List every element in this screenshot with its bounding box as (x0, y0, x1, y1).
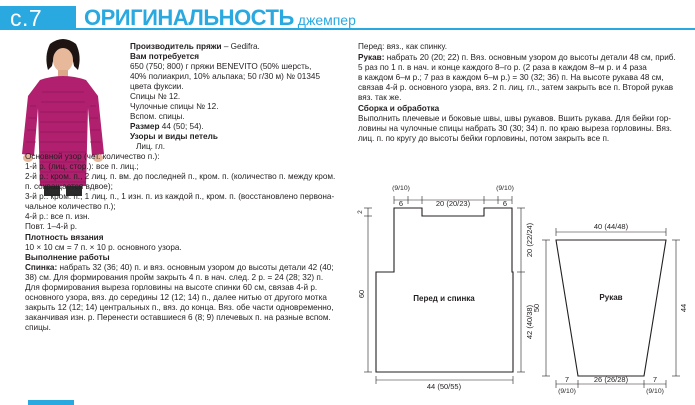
sleeve-height-right: 44 (679, 303, 688, 313)
schema-body (358, 182, 538, 392)
size-label: Размер (130, 122, 160, 131)
work-line: закрыть 12 (12; 14) центральных п., вяз. до конца. Вяз. обе части одновременно, (25, 303, 334, 312)
work-title: Выполнение работы (25, 253, 110, 262)
pattern-line: 1-й р. (лиц. стор.): все п. лиц.; (25, 162, 139, 171)
pattern-line: 2-й р.: кром. п., 2 лиц. п. вм. до последней п., кром. п. (количество п. между кром. (25, 172, 336, 181)
title-subtitle: джемпер (297, 12, 356, 28)
pattern-line: п. сокращается вдвое); (25, 182, 113, 191)
work-line: основного узора, вяз. до середины 12 (12; 14) п., далее нитью от другого мотка (25, 293, 327, 302)
body-label: Перед и спинка (413, 294, 475, 303)
footer-tab (28, 400, 74, 405)
pattern-line: 4-й р.: все п. изн. (25, 212, 90, 221)
front-line: Перед: вяз., как спинку. (358, 42, 447, 51)
needed-line: Спицы № 12. (130, 92, 181, 101)
patterns-title: Узоры и виды петель (130, 132, 218, 141)
work-line: Для формирования выреза горловины на высоте спинки 60 см, связав 4-й р. (25, 283, 318, 292)
work-line: спицы. (25, 323, 51, 332)
assembly-title: Сборка и обработка (358, 104, 440, 113)
sleeve-bottom-left: 7 (564, 375, 570, 384)
sleeve-bottom-left-sub: (9/10) (558, 388, 576, 395)
sleeve-bottom-right-sub: (9/10) (646, 388, 664, 395)
work-first-label: Спинка: (25, 263, 58, 272)
title-main: ОРИГИНАЛЬНОСТЬ (84, 5, 294, 30)
needed-line: Чулочные спицы № 12. (130, 102, 219, 111)
yarn-title: Производитель пряжи (130, 42, 222, 51)
top-left-width: 6 (398, 199, 404, 208)
neck-width: 20 (20/23) (435, 199, 471, 208)
density-line: 10 × 10 см = 7 п. × 10 р. основного узора. (25, 243, 182, 252)
work-first (25, 263, 334, 273)
page-number: с.7 (0, 6, 76, 30)
yarn-row (130, 42, 260, 52)
patterns-first: Лиц. гл. (136, 142, 166, 151)
bottom-width: 44 (50/55) (426, 382, 462, 391)
sleeves-first-rest: набрать 20 (20; 22) п. Вяз. основным узором до высоты детали 48 см, приб. (384, 53, 676, 62)
sleeves-line: 5 раз по 1 п. в нач. и конце каждого 8–го р. (2 раза в каждом 8–м р. и 4 раза (358, 63, 647, 72)
schema-sleeve (530, 218, 695, 398)
assembly-line: Выполнить плечевые и боковые швы, швы рукавов. Вшить рукава. Для бейки гор- (358, 114, 672, 123)
sleeves-label: Рукав: (358, 53, 385, 62)
pattern-line: чальное количество п.); (25, 202, 116, 211)
size-value: 44 (50; 54). (159, 122, 204, 131)
pattern-line: 3-й р.: кром. п., 1 лиц. п., 1 изн. п. из каждой п., кром. п. (восстановлено первона- (25, 192, 335, 201)
page-title (84, 5, 356, 33)
work-line: 38) см. Для формирования пройм закрыть 4 п. в нач. след. 2 р. = 24 (28; 32) п. (25, 273, 324, 282)
assembly-line: ловины на чулочные спицы набрать 30 (30; 34) п. по краю выреза горловины. Вяз. (358, 124, 672, 133)
work-line: заканчивая изн. р. Перенести оставшиеся 6 (8; 9) плечевых п. на разные вспом. (25, 313, 331, 322)
sleeve-height-left: 50 (532, 303, 541, 313)
top-right-width: 6 (502, 199, 508, 208)
sleeves-line: вяз. так же. (358, 93, 402, 102)
needed-line: 650 (750; 800) г пряжи BENEVITO (50% шерсть, (130, 62, 312, 71)
pattern-line: Повт. 1–4-й р. (25, 222, 78, 231)
top-right-sub: (9/10) (496, 185, 514, 192)
work-first-rest: набрать 32 (36; 40) п. и вяз. основным узором до высоты детали 42 (40; (57, 263, 334, 272)
needed-line: цвета фуксии. (130, 82, 184, 91)
top-left-sub: (9/10) (392, 185, 410, 192)
side-height: 42 (40/38) (525, 304, 534, 340)
sleeve-bottom-mid: 26 (26/28) (593, 375, 629, 384)
needed-title: Вам потребуется (130, 52, 200, 61)
sleeves-line: в каждом 6–м р.; 7 раз в каждом 6–м р.) = 30 (32; 36) п. На высоте рукава 48 см, (358, 73, 664, 82)
pattern-line: Основной узор (чет. количество п.): (25, 152, 160, 161)
sleeve-label: Рукав (599, 293, 623, 302)
total-height: 60 (357, 289, 366, 299)
yarn-value: – Gedifra. (221, 42, 260, 51)
armhole-height: 20 (22/24) (525, 222, 534, 258)
needed-line: 40% полиакрил, 10% альпака; 50 г/30 м) № 01345 (130, 72, 320, 81)
sleeve-bottom-right: 7 (652, 375, 658, 384)
sleeve-top-width: 40 (44/48) (593, 222, 629, 231)
neck-height: 2 (357, 210, 364, 214)
assembly-line: лиц. п. по кругу до высоты бейки горловины, потом закрыть все п. (358, 134, 610, 143)
density-title: Плотность вязания (25, 233, 104, 242)
sleeves-first (358, 53, 676, 63)
sleeves-line: связав 4-й р. основного узора, вяз. 2 п. лиц. гл., затем закрыть все п. Второй рукав (358, 83, 674, 92)
needed-line: Вспом. спицы. (130, 112, 185, 121)
size-row (130, 122, 204, 132)
